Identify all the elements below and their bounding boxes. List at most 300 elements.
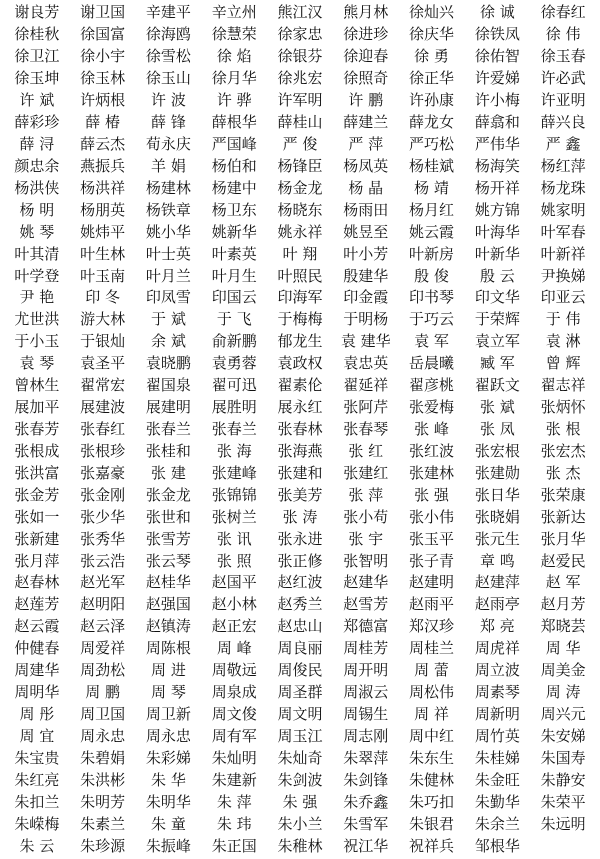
name-cell: 姚家明 bbox=[540, 200, 586, 219]
name-cell: 朱远明 bbox=[540, 814, 586, 833]
name-cell: 薛根华 bbox=[211, 113, 257, 132]
name-cell: 薛 浔 bbox=[19, 134, 55, 153]
name-cell: 叶月兰 bbox=[145, 266, 191, 285]
name-cell: 赵小林 bbox=[211, 595, 257, 614]
name-cell: 朱扣兰 bbox=[14, 792, 60, 811]
name-cell: 赵强国 bbox=[145, 595, 191, 614]
name-cell: 叶月生 bbox=[211, 266, 257, 285]
name-cell: 徐庆华 bbox=[409, 25, 455, 44]
name-cell: 姚昱至 bbox=[343, 222, 389, 241]
name-cell: 周玉江 bbox=[277, 726, 323, 745]
name-cell: 赵正宏 bbox=[211, 617, 257, 636]
name-cell: 徐 勇 bbox=[414, 47, 449, 66]
name-cell: 杨龙珠 bbox=[540, 178, 586, 197]
name-cell: 张洪富 bbox=[14, 463, 60, 482]
name-cell: 张 宇 bbox=[348, 529, 384, 548]
name-cell: 徐照奇 bbox=[343, 69, 389, 88]
name-cell: 展建波 bbox=[80, 398, 126, 417]
name-cell: 张云琴 bbox=[145, 551, 191, 570]
name-cell: 周中红 bbox=[409, 726, 455, 745]
name-cell: 严巧松 bbox=[409, 134, 455, 153]
name-cell: 张海燕 bbox=[277, 441, 323, 460]
name-cell: 杨洪祥 bbox=[80, 178, 126, 197]
name-cell: 张宏杰 bbox=[540, 441, 586, 460]
name-cell: 周桂兰 bbox=[409, 639, 455, 658]
name-cell: 杨铁章 bbox=[145, 200, 191, 219]
name-cell: 游大林 bbox=[80, 310, 126, 329]
name-cell: 赵爱民 bbox=[540, 551, 586, 570]
name-cell: 于小玉 bbox=[14, 332, 60, 351]
name-cell: 张 照 bbox=[216, 551, 252, 570]
name-cell: 周 宜 bbox=[19, 726, 55, 745]
name-cell: 朱 云 bbox=[19, 836, 55, 855]
name-cell: 张 峰 bbox=[414, 419, 449, 438]
name-cell: 于银灿 bbox=[80, 332, 126, 351]
name-cell: 周敬远 bbox=[211, 661, 257, 680]
name-cell: 张雪芳 bbox=[145, 529, 191, 548]
name-cell: 赵月芳 bbox=[540, 595, 586, 614]
name-cell: 袁圣平 bbox=[80, 354, 126, 373]
name-cell: 张爱梅 bbox=[409, 398, 455, 417]
name-cell: 印金霞 bbox=[343, 288, 389, 307]
name-cell: 周 鹏 bbox=[85, 683, 121, 702]
name-cell: 徐铁凤 bbox=[474, 25, 520, 44]
name-cell: 印凤雪 bbox=[145, 288, 191, 307]
name-cell: 徐灿兴 bbox=[409, 3, 455, 22]
name-cell: 祝祥兵 bbox=[409, 836, 455, 855]
name-cell: 朱桂娣 bbox=[474, 748, 520, 767]
name-cell: 杨朋英 bbox=[80, 200, 126, 219]
name-cell: 印亚云 bbox=[540, 288, 586, 307]
name-cell: 朱乔鑫 bbox=[343, 792, 389, 811]
name-cell: 赵建萍 bbox=[474, 573, 520, 592]
name-cell: 袁政权 bbox=[277, 354, 323, 373]
name-cell: 张子青 bbox=[409, 551, 455, 570]
name-cell: 徐慧荣 bbox=[211, 25, 257, 44]
name-cell: 郁龙生 bbox=[277, 332, 323, 351]
name-cell: 朱小兰 bbox=[277, 814, 323, 833]
name-cell: 赵红波 bbox=[277, 573, 323, 592]
name-cell: 于明杨 bbox=[343, 310, 389, 329]
name-cell: 赵云泽 bbox=[80, 617, 126, 636]
name-cell: 杨雨田 bbox=[343, 200, 389, 219]
name-cell: 朱 童 bbox=[151, 814, 186, 833]
name-cell: 朱彩娣 bbox=[145, 748, 191, 767]
name-cell: 荀永庆 bbox=[145, 134, 191, 153]
name-cell: 朱明华 bbox=[145, 792, 191, 811]
name-cell: 于 斌 bbox=[151, 310, 186, 329]
name-cell: 赵雨亭 bbox=[474, 595, 520, 614]
name-cell: 周 涛 bbox=[545, 683, 581, 702]
name-cell: 周文俊 bbox=[211, 704, 257, 723]
name-cell: 翟可迅 bbox=[211, 376, 257, 395]
name-cell: 谢良芳 bbox=[14, 3, 60, 22]
name-cell: 周竹英 bbox=[474, 726, 520, 745]
name-cell: 杨伯和 bbox=[211, 156, 257, 175]
name-cell: 杨海笑 bbox=[474, 156, 520, 175]
name-cell: 朱明芳 bbox=[80, 792, 126, 811]
name-cell: 赵明阳 bbox=[80, 595, 126, 614]
name-cell: 殷建华 bbox=[343, 266, 389, 285]
name-cell: 徐小宇 bbox=[80, 47, 126, 66]
name-cell: 杨月红 bbox=[409, 200, 455, 219]
name-cell: 翟彦桃 bbox=[409, 376, 455, 395]
name-cell: 张元生 bbox=[474, 529, 520, 548]
name-cell: 周素琴 bbox=[474, 683, 520, 702]
name-cell: 朱灿明 bbox=[211, 748, 257, 767]
name-cell: 姚炜平 bbox=[80, 222, 126, 241]
name-cell: 张月华 bbox=[540, 529, 586, 548]
name-cell: 张少华 bbox=[80, 507, 126, 526]
name-cell: 张桂和 bbox=[145, 441, 191, 460]
name-cell: 张 萍 bbox=[348, 485, 384, 504]
name-cell: 郑晓芸 bbox=[540, 617, 586, 636]
name-cell: 张小伟 bbox=[409, 507, 455, 526]
name-cell: 周桂芳 bbox=[343, 639, 389, 658]
name-cell: 许必武 bbox=[540, 69, 586, 88]
name-cell: 张炳怀 bbox=[540, 398, 586, 417]
name-cell: 姚 琴 bbox=[19, 222, 55, 241]
name-cell: 曾林生 bbox=[14, 376, 60, 395]
name-cell: 袁 淋 bbox=[545, 332, 581, 351]
name-cell: 叶军春 bbox=[540, 222, 586, 241]
name-cell: 周 琴 bbox=[151, 683, 186, 702]
name-cell: 徐银芬 bbox=[277, 47, 323, 66]
name-cell: 袁晓鹏 bbox=[145, 354, 191, 373]
name-cell: 徐雪松 bbox=[145, 47, 191, 66]
name-cell: 赵莲芳 bbox=[14, 595, 60, 614]
name-cell: 徐佑智 bbox=[474, 47, 520, 66]
name-cell: 杨晓东 bbox=[277, 200, 323, 219]
name-cell: 张 海 bbox=[216, 441, 252, 460]
name-cell: 周爱祥 bbox=[80, 639, 126, 658]
name-cell: 徐兆宏 bbox=[277, 69, 323, 88]
name-cell: 严 鑫 bbox=[545, 134, 581, 153]
name-cell: 翟素伦 bbox=[277, 376, 323, 395]
name-cell: 仲健春 bbox=[14, 639, 60, 658]
name-cell: 张 建 bbox=[151, 463, 186, 482]
name-cell: 严 俊 bbox=[282, 134, 318, 153]
name-cell: 周有军 bbox=[211, 726, 257, 745]
name-cell: 杨红萍 bbox=[540, 156, 586, 175]
name-cell: 张宏根 bbox=[474, 441, 520, 460]
name-cell: 颜忠余 bbox=[14, 156, 60, 175]
name-cell bbox=[530, 835, 596, 857]
name-cell: 羊 娟 bbox=[151, 156, 186, 175]
name-cell: 张新建 bbox=[14, 529, 60, 548]
name-cell: 徐玉山 bbox=[145, 69, 191, 88]
name-cell: 朱建新 bbox=[211, 770, 257, 789]
name-cell: 叶新房 bbox=[409, 244, 455, 263]
name-cell: 许 鹏 bbox=[348, 91, 384, 110]
name-cell: 张根成 bbox=[14, 441, 60, 460]
name-cell: 张春琴 bbox=[343, 419, 389, 438]
name-cell: 张晓娟 bbox=[474, 507, 520, 526]
name-cell: 尤世洪 bbox=[14, 310, 60, 329]
name-cell: 朱 萍 bbox=[216, 792, 252, 811]
name-cell: 张 强 bbox=[414, 485, 449, 504]
name-cell: 许爱娣 bbox=[474, 69, 520, 88]
name-cell: 叶玉南 bbox=[80, 266, 126, 285]
name-cell: 许炳根 bbox=[80, 91, 126, 110]
name-cell: 周锡生 bbox=[343, 704, 389, 723]
name-cell: 于 飞 bbox=[216, 310, 252, 329]
name-cell: 谢卫国 bbox=[80, 3, 126, 22]
name-cell: 杨 明 bbox=[19, 200, 55, 219]
name-cell: 赵镇涛 bbox=[145, 617, 191, 636]
name-cell: 周 蕾 bbox=[414, 661, 449, 680]
name-cell: 周兴元 bbox=[540, 704, 586, 723]
name-cell: 叶学登 bbox=[14, 266, 60, 285]
name-cell: 周永忠 bbox=[80, 726, 126, 745]
name-cell: 张春芳 bbox=[14, 419, 60, 438]
name-cell: 朱余兰 bbox=[474, 814, 520, 833]
name-cell: 翟跃文 bbox=[474, 376, 520, 395]
name-cell: 朱嵘梅 bbox=[14, 814, 60, 833]
name-cell: 姚云霞 bbox=[409, 222, 455, 241]
name-cell: 严伟华 bbox=[474, 134, 520, 153]
name-cell: 张如一 bbox=[14, 507, 60, 526]
name-cell: 张阿芹 bbox=[343, 398, 389, 417]
name-cell: 杨桂斌 bbox=[409, 156, 455, 175]
name-cell: 赵雨平 bbox=[409, 595, 455, 614]
name-cell: 余 斌 bbox=[151, 332, 186, 351]
name-cell: 周 祥 bbox=[414, 704, 449, 723]
name-cell: 叶素英 bbox=[211, 244, 257, 263]
name-cell: 岳晨曦 bbox=[409, 354, 455, 373]
name-cell: 周 华 bbox=[545, 639, 581, 658]
name-cell: 徐卫江 bbox=[14, 47, 60, 66]
name-cell: 叶其清 bbox=[14, 244, 60, 263]
name-cell: 袁 琴 bbox=[19, 354, 55, 373]
name-cell: 燕振兵 bbox=[80, 156, 126, 175]
name-cell: 姚新华 bbox=[211, 222, 257, 241]
name-cell: 朱国寿 bbox=[540, 748, 586, 767]
name-cell: 张秀华 bbox=[80, 529, 126, 548]
name-cell: 周泉成 bbox=[211, 683, 257, 702]
name-cell: 张荣康 bbox=[540, 485, 586, 504]
name-cell: 张嘉豪 bbox=[80, 463, 126, 482]
name-cell: 徐 伟 bbox=[545, 25, 581, 44]
name-cell: 徐海鸥 bbox=[145, 25, 191, 44]
name-cell: 俞新鹏 bbox=[211, 332, 257, 351]
name-cell: 徐玉林 bbox=[80, 69, 126, 88]
name-cell: 展建明 bbox=[145, 398, 191, 417]
name-cell: 翟延祥 bbox=[343, 376, 389, 395]
name-cell: 徐迎春 bbox=[343, 47, 389, 66]
name-cell: 张云浩 bbox=[80, 551, 126, 570]
name-cell: 邹根华 bbox=[474, 836, 520, 855]
name-cell: 朱 玮 bbox=[216, 814, 252, 833]
name-cell: 朱巧扣 bbox=[409, 792, 455, 811]
name-cell: 张 根 bbox=[545, 419, 581, 438]
name-cell: 臧 军 bbox=[479, 354, 515, 373]
name-cell: 朱银君 bbox=[409, 814, 455, 833]
name-cell: 朱灿奇 bbox=[277, 748, 323, 767]
name-cell: 印海军 bbox=[277, 288, 323, 307]
name-cell: 于 伟 bbox=[545, 310, 581, 329]
name-cell: 朱翠萍 bbox=[343, 748, 389, 767]
name-cell: 祝江华 bbox=[343, 836, 389, 855]
name-cell: 薛兴良 bbox=[540, 113, 586, 132]
name-cell: 薛云杰 bbox=[80, 134, 126, 153]
name-cell: 张春红 bbox=[80, 419, 126, 438]
name-cell: 周虎祥 bbox=[474, 639, 520, 658]
name-cell: 叶生林 bbox=[80, 244, 126, 263]
name-list bbox=[4, 2, 596, 857]
name-cell: 叶新祥 bbox=[540, 244, 586, 263]
name-cell: 赵光军 bbox=[80, 573, 126, 592]
name-cell: 翟志祥 bbox=[540, 376, 586, 395]
name-cell: 叶海华 bbox=[474, 222, 520, 241]
name-cell: 赵桂华 bbox=[145, 573, 191, 592]
name-cell: 徐家忠 bbox=[277, 25, 323, 44]
name-cell: 赵秀兰 bbox=[277, 595, 323, 614]
name-cell: 许军明 bbox=[277, 91, 323, 110]
name-cell: 徐 诚 bbox=[479, 3, 515, 22]
name-cell: 袁忠英 bbox=[343, 354, 389, 373]
name-cell: 叶照民 bbox=[277, 266, 323, 285]
name-cell: 赵国平 bbox=[211, 573, 257, 592]
name-cell: 赵忠山 bbox=[277, 617, 323, 636]
name-cell: 熊月林 bbox=[343, 3, 389, 22]
name-cell: 周淑云 bbox=[343, 683, 389, 702]
name-cell: 朱正国 bbox=[211, 836, 257, 855]
name-cell: 展加平 bbox=[14, 398, 60, 417]
name-cell: 周陈根 bbox=[145, 639, 191, 658]
name-cell: 朱勤华 bbox=[474, 792, 520, 811]
name-cell: 周志刚 bbox=[343, 726, 389, 745]
name-cell: 杨洪侠 bbox=[14, 178, 60, 197]
name-cell: 周卫国 bbox=[80, 704, 126, 723]
name-cell: 杨 晶 bbox=[348, 178, 384, 197]
name-cell: 许孙康 bbox=[409, 91, 455, 110]
name-cell: 周文明 bbox=[277, 704, 323, 723]
name-cell: 张 凤 bbox=[479, 419, 515, 438]
name-cell: 殷 云 bbox=[479, 266, 515, 285]
name-cell: 姚方锦 bbox=[474, 200, 520, 219]
name-cell: 郑德富 bbox=[343, 617, 389, 636]
name-cell: 薛龙女 bbox=[409, 113, 455, 132]
name-cell: 薛彩珍 bbox=[14, 113, 60, 132]
name-cell: 朱荣平 bbox=[540, 792, 586, 811]
name-cell: 薛桂山 bbox=[277, 113, 323, 132]
name-cell: 张 涛 bbox=[282, 507, 318, 526]
name-cell: 杨金龙 bbox=[277, 178, 323, 197]
name-cell: 朱雪军 bbox=[343, 814, 389, 833]
name-cell: 许 骅 bbox=[216, 91, 252, 110]
name-cell: 赵 军 bbox=[545, 573, 581, 592]
name-cell: 徐国富 bbox=[80, 25, 126, 44]
name-cell: 朱 华 bbox=[151, 770, 186, 789]
name-cell: 张月萍 bbox=[14, 551, 60, 570]
name-cell: 张春兰 bbox=[211, 419, 257, 438]
name-cell: 周立波 bbox=[474, 661, 520, 680]
name-cell: 周 彤 bbox=[19, 704, 55, 723]
name-cell: 张 斌 bbox=[479, 398, 515, 417]
name-cell: 张春林 bbox=[277, 419, 323, 438]
name-cell: 严国峰 bbox=[211, 134, 257, 153]
name-cell: 袁勇蓉 bbox=[211, 354, 257, 373]
name-cell: 朱金旺 bbox=[474, 770, 520, 789]
name-cell: 赵建华 bbox=[343, 573, 389, 592]
name-cell: 朱红亮 bbox=[14, 770, 60, 789]
name-cell: 张春兰 bbox=[145, 419, 191, 438]
name-cell: 朱 强 bbox=[282, 792, 318, 811]
name-cell: 许亚明 bbox=[540, 91, 586, 110]
name-cell: 朱静安 bbox=[540, 770, 586, 789]
name-cell: 张新达 bbox=[540, 507, 586, 526]
name-cell: 印文华 bbox=[474, 288, 520, 307]
name-cell: 朱安娣 bbox=[540, 726, 586, 745]
name-cell: 薛翕和 bbox=[474, 113, 520, 132]
name-cell: 张日华 bbox=[474, 485, 520, 504]
name-cell: 杨建林 bbox=[145, 178, 191, 197]
name-cell: 杨建中 bbox=[211, 178, 257, 197]
name-cell: 张红波 bbox=[409, 441, 455, 460]
name-cell: 尹换娣 bbox=[540, 266, 586, 285]
name-cell: 张美芳 bbox=[277, 485, 323, 504]
name-cell: 徐进珍 bbox=[343, 25, 389, 44]
name-cell: 周开明 bbox=[343, 661, 389, 680]
name-cell: 严 萍 bbox=[348, 134, 384, 153]
name-cell: 张建勋 bbox=[474, 463, 520, 482]
name-cell: 周建华 bbox=[14, 661, 60, 680]
name-cell: 展永红 bbox=[277, 398, 323, 417]
name-cell: 徐玉春 bbox=[540, 47, 586, 66]
name-cell: 许 波 bbox=[151, 91, 186, 110]
name-cell: 张金刚 bbox=[80, 485, 126, 504]
name-cell: 于荣辉 bbox=[474, 310, 520, 329]
name-cell: 周良丽 bbox=[277, 639, 323, 658]
name-cell: 张根珍 bbox=[80, 441, 126, 460]
name-cell: 许 斌 bbox=[19, 91, 55, 110]
name-cell: 周松伟 bbox=[409, 683, 455, 702]
name-cell: 张建林 bbox=[409, 463, 455, 482]
name-cell: 周俊民 bbox=[277, 661, 323, 680]
name-cell: 张 红 bbox=[348, 441, 384, 460]
name-cell: 杨开祥 bbox=[474, 178, 520, 197]
name-cell: 辛建平 bbox=[145, 3, 191, 22]
name-cell: 张 讯 bbox=[216, 529, 252, 548]
name-cell: 张金龙 bbox=[145, 485, 191, 504]
name-cell: 周 进 bbox=[151, 661, 186, 680]
name-cell: 印国云 bbox=[211, 288, 257, 307]
name-cell: 张小苟 bbox=[343, 507, 389, 526]
name-cell: 熊江汉 bbox=[277, 3, 323, 22]
name-cell: 杨 靖 bbox=[414, 178, 449, 197]
name-cell: 张建峰 bbox=[211, 463, 257, 482]
name-cell: 叶小芳 bbox=[343, 244, 389, 263]
name-cell: 周明华 bbox=[14, 683, 60, 702]
name-cell: 朱剑锋 bbox=[343, 770, 389, 789]
name-cell: 朱振峰 bbox=[145, 836, 191, 855]
name-cell: 许小梅 bbox=[474, 91, 520, 110]
name-cell: 张智明 bbox=[343, 551, 389, 570]
name-cell: 辛立州 bbox=[211, 3, 257, 22]
name-cell: 曾 辉 bbox=[545, 354, 581, 373]
name-cell: 郑汉珍 bbox=[409, 617, 455, 636]
name-cell: 杨凤英 bbox=[343, 156, 389, 175]
name-cell: 张金芳 bbox=[14, 485, 60, 504]
name-cell: 朱洪彬 bbox=[80, 770, 126, 789]
name-cell: 徐 焰 bbox=[216, 47, 252, 66]
name-cell: 杨锋臣 bbox=[277, 156, 323, 175]
name-cell: 赵雪芳 bbox=[343, 595, 389, 614]
name-cell: 张世和 bbox=[145, 507, 191, 526]
name-cell: 赵建明 bbox=[409, 573, 455, 592]
name-cell: 周美金 bbox=[540, 661, 586, 680]
